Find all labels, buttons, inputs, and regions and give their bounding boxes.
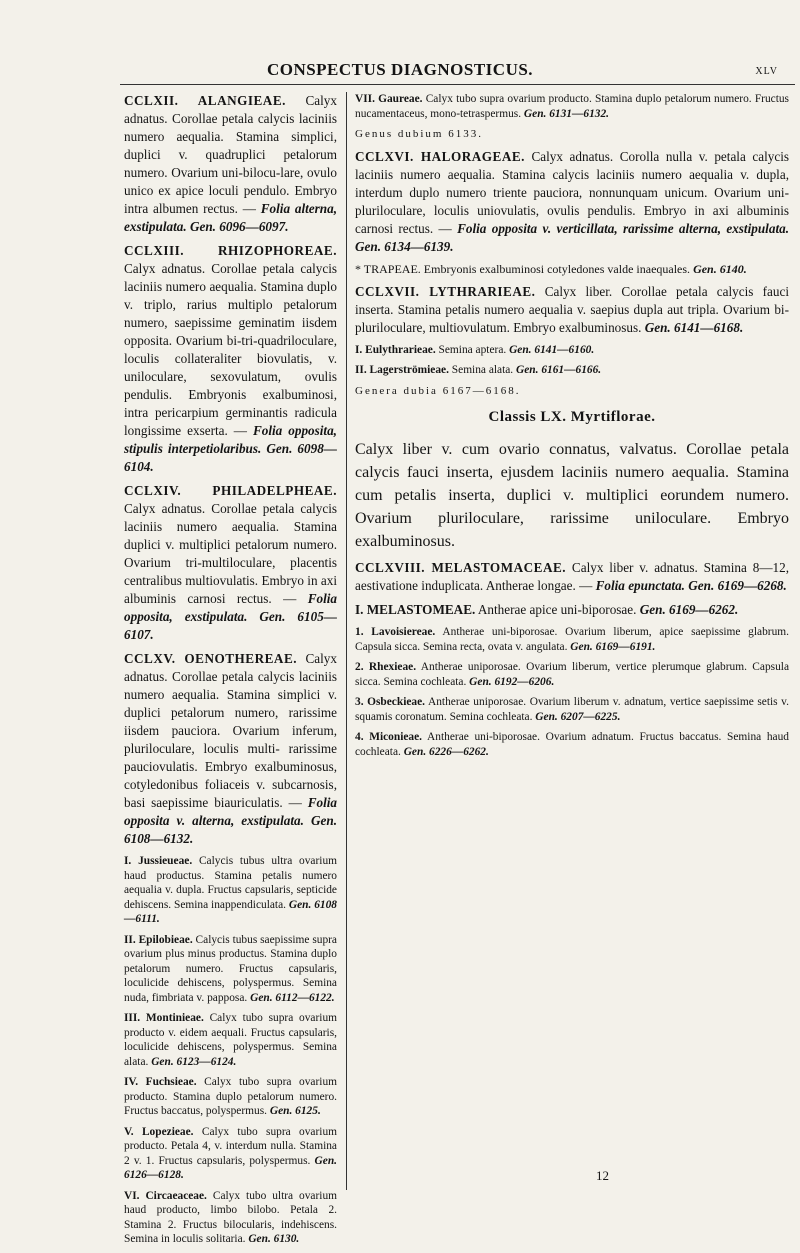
genus-range: Gen. 6125. (267, 1105, 321, 1117)
tribe-text: Calyx tubo ultra ovarium haud producto, limbo bilobo. Petala 2. Stamina 2. Fructus bilocularis, indehiscens. Semina in loculis solitaria. (124, 1189, 338, 1245)
entry-text: Calyx adnatus. Corollae petala calycis laciniis numero aequalia. Stamina duplici v. multiplici petalorum numero. Ovarium tri-multiloculare, placentis centralibus multiovulatis. Embryo in axi albuminis carnosi rectus. — (124, 501, 337, 606)
order-heading: CCLXII. ALANGIEAE. (124, 93, 286, 108)
order-heading: CCLXVIII. MELASTOMACEAE. (355, 560, 567, 575)
genus-range: Gen. 6134—6139. (355, 238, 454, 254)
tribe-circaeaceae (124, 1189, 337, 1247)
genus-range: Gen. 6123—6124. (148, 1055, 237, 1068)
tribe-fuchsieae (124, 1075, 337, 1119)
tribe-montinieae (124, 1011, 337, 1069)
tribe-heading: IV. Fuchsieae. (124, 1076, 197, 1088)
genus-range: Gen. 6112—6122. (247, 991, 335, 1004)
genus-range: Gen. 6207—6225. (532, 710, 621, 723)
tribe-melastomeae (355, 601, 789, 619)
tribe-eulythrarieae (355, 343, 789, 358)
tribe-heading: I. Jussieueae. (124, 855, 193, 867)
genus-range: Gen. 6226—6262. (400, 745, 489, 758)
tribe-text: Calyx tubo supra ovarium producto. Petala 4, v. interdum nulla. Stamina 2 v. 1. Fructus capsularis, polyspermus. (124, 1125, 337, 1167)
classis-heading: Classis LX. Myrtiflorae. (488, 409, 656, 425)
tribe-heading: VII. Gaureae. (355, 93, 423, 105)
genus-range: Gen. 6130. (245, 1233, 300, 1245)
genus-range: Gen. 6105—6107. (124, 609, 337, 642)
entry-italic: Folia alterna, exstipulata. (124, 201, 337, 234)
entry-rhizophoreae (124, 242, 337, 476)
genus-range: Gen. 6131—6132. (521, 107, 610, 120)
subtribe-osbeckieae (355, 695, 789, 724)
entry-oenothereae (124, 650, 337, 848)
subtribe-heading: 3. Osbeckieae. (355, 696, 426, 708)
entry-text: Calyx adnatus. Corollae petala calycis laciniis numero aequalia. Stamina duplo v. triplo, rarius multiplo petalorum numero, saepissime geminatim iisdem opposita. Ovarium bi-tri-quadriloculare, loculis collateraliter biovulatis, v. uniloculare, sexovulatum, ovulis pendulis. Embryonis exalbuminosi, intra pericarpium germinantis radicula longissime exserta. — (124, 261, 337, 438)
subtribe-text: Antherae uniporosae. Ovarium liberum v. adnatum, vertice saepissime setis v. squamis coronatum. Semina cochleata. (355, 696, 789, 723)
genus-range: Gen. 6141—6160. (506, 343, 595, 356)
entry-italic: Folia epunctata. (595, 578, 685, 593)
left-column (124, 92, 337, 1253)
genus-range: Gen. 6169—6191. (567, 640, 656, 653)
entry-alangieae (124, 92, 337, 236)
tribe-text: Semina alata. (448, 364, 514, 376)
tribe-text: Calycis tubus saepissime supra ovarium plus minus productus. Stamina duplo petalorum numero. Fructus capsularis, loculicide dehiscens, polyspermus. Semina nuda, fimbriata v. papposa. (124, 933, 337, 1004)
subtribe-rhexieae (355, 660, 789, 689)
tribe-heading: V. Lopezieae. (124, 1125, 194, 1138)
order-heading: CCLXVII. LYTHRARIEAE. (355, 283, 536, 299)
order-heading: CCLXV. OENOTHEREAE. (124, 651, 298, 666)
order-heading: CCLXIV. PHILADELPHEAE. (124, 483, 337, 498)
tribe-lagerstroemieae (355, 363, 789, 378)
entry-text: Calyx liber v. adnatus. Stamina 8—12, aestivatione induplicata. Antherae longae. — (355, 560, 789, 593)
tribe-heading: III. Montinieae. (124, 1012, 204, 1024)
entry-lythrarieae (355, 283, 789, 337)
tribe-gaureae (355, 92, 789, 121)
tribe-heading: II. Lagerströmieae. (355, 364, 449, 376)
entry-text: Calyx liber. Corollae petala calycis fauci inserta. Stamina petalis numero aequalia v. saepius dupla aut tripla. Ovarium bi-pluriloculare, multiovulatum. Embryo exalbuminosus. (355, 283, 789, 335)
subtribe-lavoisiereae (355, 625, 789, 654)
subtribe-text: Antherae uniporosae. Ovarium liberum, vertice plerumque glabrum. Capsula sicca. Semina cochleata. (355, 661, 789, 688)
subtribe-miconieae (355, 730, 789, 759)
tribe-heading: I. Eulythrarieae. (355, 343, 436, 356)
genus-range: Gen. 6098—6104. (124, 441, 337, 474)
right-column (346, 92, 789, 1190)
tribe-text: Antherae apice uni-biporosae. (475, 602, 637, 617)
entry-philadelpheae (124, 482, 337, 644)
tribe-list (124, 854, 337, 1247)
header-rule (120, 84, 795, 85)
entry-italic: Folia opposita v. alterna, exstipulata. (124, 795, 337, 828)
tribe-lopezieae (124, 1125, 337, 1183)
genus-dubium: Genus dubium 6133. (355, 128, 483, 140)
tribe-heading: II. Epilobieae. (124, 933, 193, 946)
entry-italic: Folia opposita, stipulis interpetiolaribus. (124, 423, 337, 456)
genus-range: Gen. 6169—6262. (636, 602, 739, 617)
entry-melastomaceae (355, 559, 789, 595)
subtribe-heading: 2. Rhexieae. (355, 661, 417, 673)
subtribe-heading: 1. Lavoisiereae. (355, 626, 436, 638)
genus-range: Gen. 6161—6166. (513, 364, 602, 376)
genera-dubia: Genera dubia 6167—6168. (355, 384, 521, 397)
signature-mark: 12 (596, 1168, 609, 1183)
tribe-epilobieae (124, 933, 337, 1006)
tribe-heading: I. MELASTOMEAE. (355, 602, 476, 617)
note-trapeae (355, 262, 789, 277)
genus-range: Gen. 6096—6097. (186, 219, 289, 234)
genus-range: Gen. 6192—6206. (466, 675, 555, 688)
tribe-text: Calyx tubo supra ovarium producto. Stamina duplo petalorum numero. Fructus nucamentaceus, mono-tetraspermus. (355, 93, 789, 120)
tribe-jussieueae (124, 854, 337, 927)
genus-range: Gen. 6169—6268. (684, 578, 787, 593)
genus-range: Gen. 6140. (690, 261, 747, 276)
subtribe-heading: 4. Miconieae. (355, 731, 423, 743)
genus-range: Gen. 6141—6168. (641, 319, 744, 335)
order-heading: CCLXVI. HALORAGEAE. (355, 148, 525, 164)
tribe-heading: VI. Circaeaceae. (124, 1189, 207, 1202)
genus-range: Gen. 6108—6111. (124, 898, 337, 925)
subtribe-text: Antherae uni-biporosae. Ovarium liberum, apice saepissime glabrum. Capsula sicca. Semina recta, ovata v. angulata. (355, 626, 789, 653)
entry-text: Calyx adnatus. Corolla nulla v. petala calycis laciniis numero aequalia. Stamina calycis laciniis numero aequalia v. dupla, interdum duplo numero triente pauciora, nonnunquam unicum. Ovarium uni-pluriloculare, loculis uniovulatis, ovulis pendulis. Embryo in axi albuminis carnosi rectus. — (355, 148, 789, 236)
entry-halorageae (355, 148, 789, 256)
entry-italic: Folia opposita v. verticillata, rarissime alterna, exstipulata. (457, 220, 789, 236)
entry-italic: Folia opposita, exstipulata. (124, 591, 337, 624)
entry-text: Calyx adnatus. Corollae petala calycis laciniis numero aequalia. Stamina simplici, duplici v. quadruplici petalorum numero. Ovarium uni-bilocu-lare, ovulo unico ex apice loculi pendulo. Embryo intra albumen rectus. — (124, 93, 337, 216)
page-number: XLV (755, 66, 778, 77)
entry-text: Calyx adnatus. Corollae petala calycis laciniis numero aequalia. Stamina simplici v. duplici petalorum numero, rarissime iisdem pauciora. Ovarium inferum, pluriloculare, loculis multi- rarissime pauciovulatis. Embryo exalbuminosus, cotyledonibus foliaceis v. subcarnosis, basi saepissime biauriculatis. — (124, 651, 337, 810)
subtribe-text: Antherae uni-biporosae. Ovarium adnatum. Fructus baccatus. Semina haud cochleata. (355, 731, 789, 758)
genus-range: Gen. 6126—6128. (124, 1154, 337, 1181)
tribe-text: Calyx tubo supra ovarium producto. Stamina duplo petalorum numero. Fructus baccatus, polyspermus. (124, 1076, 337, 1117)
classis-description: Calyx liber v. cum ovario connatus, valvatus. Corollae petala calycis fauci inserta, ejusdem laciniis numero aequalia. Stamina cum petalis inserta, duplici v. multiplici eorundem numero. Ovarium pluriloculare, rarissime uniloculare. Embryo exalbuminosus. (355, 441, 789, 550)
running-header: CONSPECTUS DIAGNOSTICUS. (266, 60, 534, 79)
tribe-text: Calyx tubo supra ovarium producto v. eidem aequali. Fructus capsularis, loculicide dehiscens, polyspermus. Semina alata. (124, 1012, 337, 1068)
order-heading: CCLXIII. RHIZOPHOREAE. (124, 243, 337, 258)
subtribe-list (355, 625, 789, 759)
genus-range: Gen. 6108—6132. (124, 813, 337, 846)
tribe-text: Semina aptera. (435, 343, 507, 356)
tribe-text: Calycis tubus ultra ovarium haud productus. Stamina petalis numero aequalia v. dupla. Fructus capsularis, septicide dehiscens. Semina inappendiculata. (124, 855, 337, 911)
note-text: * TRAPEAE. Embryonis exalbuminosi cotyledones valde inaequales. (355, 261, 691, 276)
